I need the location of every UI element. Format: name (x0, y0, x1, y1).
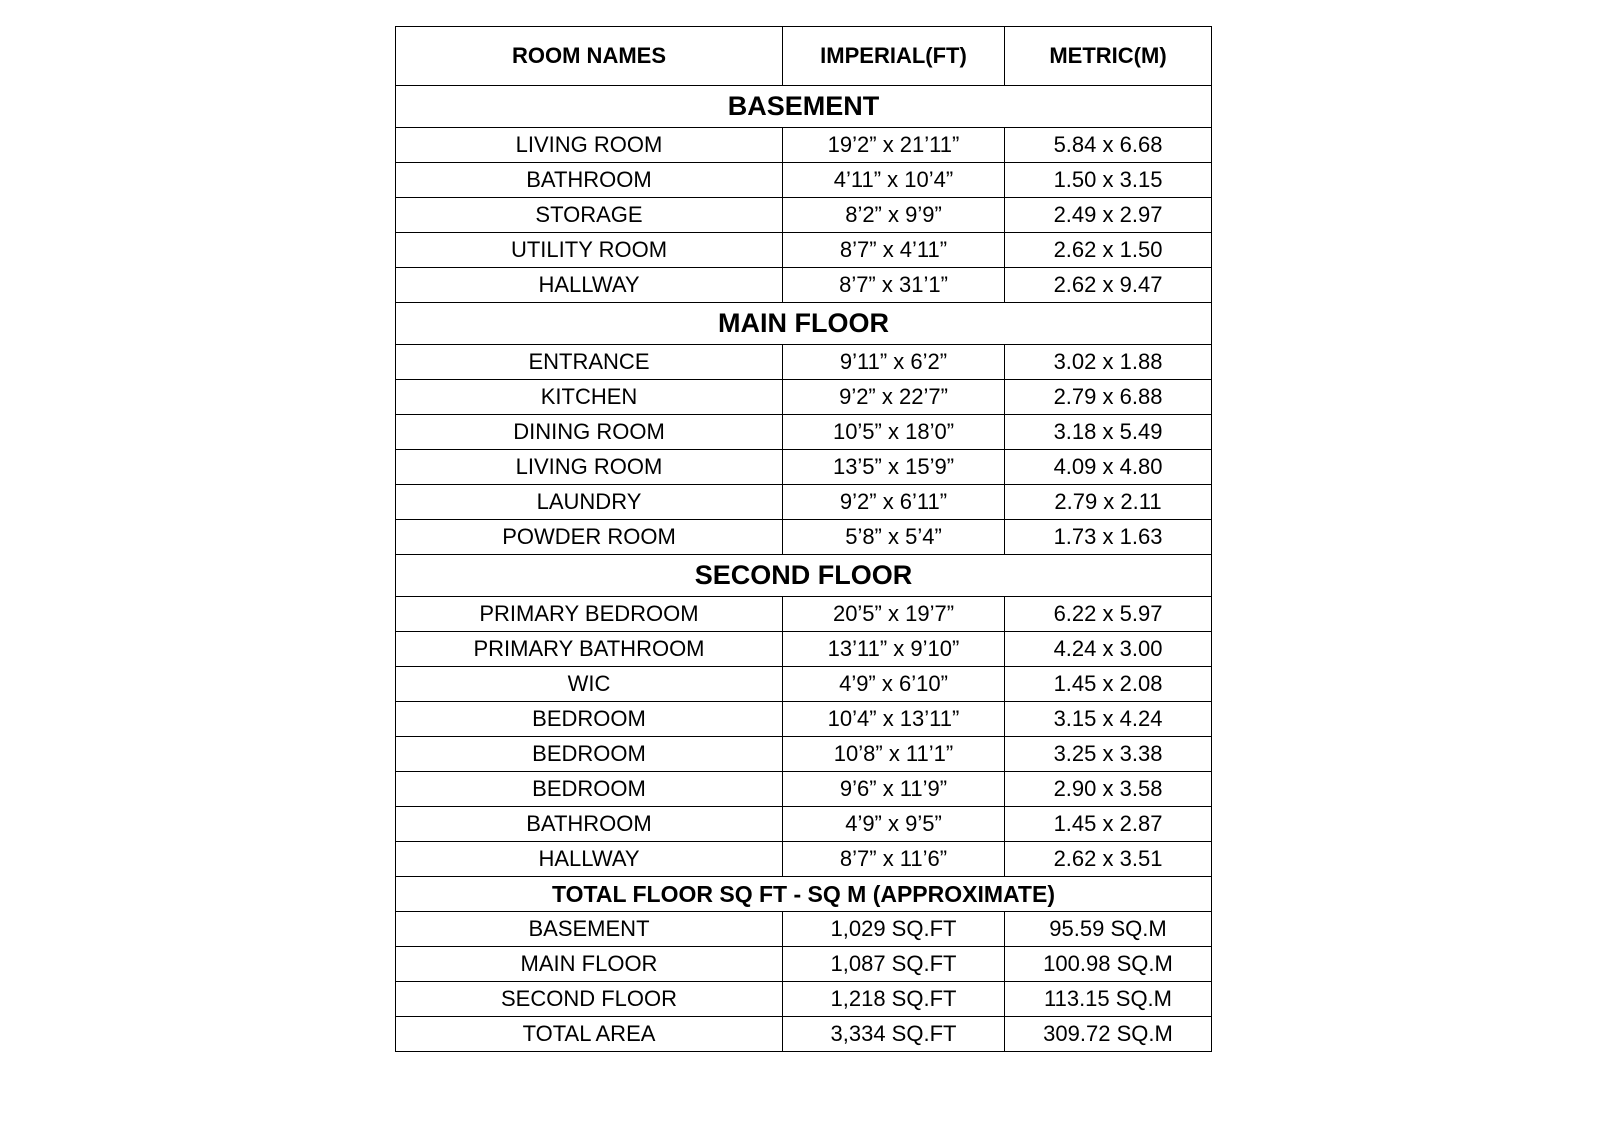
room-name-cell: SECOND FLOOR (396, 982, 783, 1017)
table-row (396, 807, 1212, 842)
metric-cell: 2.79 x 6.88 (1005, 380, 1212, 415)
metric-cell: 3.18 x 5.49 (1005, 415, 1212, 450)
room-name-cell: DINING ROOM (396, 415, 783, 450)
room-name-cell: UTILITY ROOM (396, 233, 783, 268)
section-title: SECOND FLOOR (396, 555, 1212, 597)
imperial-cell: 19’2” x 21’11” (783, 128, 1005, 163)
room-name-cell: MAIN FLOOR (396, 947, 783, 982)
table-row (396, 842, 1212, 877)
section-row (396, 877, 1212, 912)
room-name-cell: WIC (396, 667, 783, 702)
room-name-cell: KITCHEN (396, 380, 783, 415)
table-row (396, 345, 1212, 380)
metric-cell: 2.62 x 9.47 (1005, 268, 1212, 303)
table-row (396, 632, 1212, 667)
metric-cell: 309.72 SQ.M (1005, 1017, 1212, 1052)
metric-cell: 1.45 x 2.87 (1005, 807, 1212, 842)
table-row (396, 772, 1212, 807)
room-name-cell: BASEMENT (396, 912, 783, 947)
imperial-cell: 20’5” x 19’7” (783, 597, 1005, 632)
section-row (396, 555, 1212, 597)
table-row (396, 702, 1212, 737)
imperial-cell: 8’7” x 11’6” (783, 842, 1005, 877)
header-room-names: ROOM NAMES (396, 27, 783, 86)
imperial-cell: 10’8” x 11’1” (783, 737, 1005, 772)
metric-cell: 2.49 x 2.97 (1005, 198, 1212, 233)
metric-cell: 1.45 x 2.08 (1005, 667, 1212, 702)
imperial-cell: 13’5” x 15’9” (783, 450, 1005, 485)
imperial-cell: 8’7” x 31’1” (783, 268, 1005, 303)
imperial-cell: 4’9” x 9’5” (783, 807, 1005, 842)
room-name-cell: LAUNDRY (396, 485, 783, 520)
room-name-cell: ENTRANCE (396, 345, 783, 380)
room-name-cell: LIVING ROOM (396, 128, 783, 163)
table-row (396, 163, 1212, 198)
imperial-cell: 4’11” x 10’4” (783, 163, 1005, 198)
metric-cell: 5.84 x 6.68 (1005, 128, 1212, 163)
metric-cell: 2.79 x 2.11 (1005, 485, 1212, 520)
table-row (396, 912, 1212, 947)
table-row (396, 1017, 1212, 1052)
metric-cell: 3.25 x 3.38 (1005, 737, 1212, 772)
table-row (396, 233, 1212, 268)
metric-cell: 100.98 SQ.M (1005, 947, 1212, 982)
table-row (396, 982, 1212, 1017)
room-name-cell: LIVING ROOM (396, 450, 783, 485)
metric-cell: 113.15 SQ.M (1005, 982, 1212, 1017)
imperial-cell: 1,087 SQ.FT (783, 947, 1005, 982)
table-row (396, 737, 1212, 772)
room-name-cell: STORAGE (396, 198, 783, 233)
imperial-cell: 10’4” x 13’11” (783, 702, 1005, 737)
table-row (396, 520, 1212, 555)
room-name-cell: BATHROOM (396, 163, 783, 198)
metric-cell: 1.50 x 3.15 (1005, 163, 1212, 198)
room-name-cell: BATHROOM (396, 807, 783, 842)
table-row (396, 198, 1212, 233)
imperial-cell: 4’9” x 6’10” (783, 667, 1005, 702)
room-name-cell: BEDROOM (396, 737, 783, 772)
imperial-cell: 8’7” x 4’11” (783, 233, 1005, 268)
metric-cell: 4.24 x 3.00 (1005, 632, 1212, 667)
metric-cell: 95.59 SQ.M (1005, 912, 1212, 947)
table-row (396, 380, 1212, 415)
room-name-cell: PRIMARY BEDROOM (396, 597, 783, 632)
table-body (396, 86, 1212, 1052)
metric-cell: 3.15 x 4.24 (1005, 702, 1212, 737)
room-name-cell: PRIMARY BATHROOM (396, 632, 783, 667)
imperial-cell: 1,218 SQ.FT (783, 982, 1005, 1017)
imperial-cell: 9’11” x 6’2” (783, 345, 1005, 380)
table-row (396, 415, 1212, 450)
room-name-cell: HALLWAY (396, 268, 783, 303)
section-title: TOTAL FLOOR SQ FT - SQ M (APPROXIMATE) (396, 877, 1212, 912)
section-row (396, 86, 1212, 128)
room-name-cell: POWDER ROOM (396, 520, 783, 555)
imperial-cell: 9’2” x 6’11” (783, 485, 1005, 520)
section-title: BASEMENT (396, 86, 1212, 128)
table-row (396, 667, 1212, 702)
imperial-cell: 3,334 SQ.FT (783, 1017, 1005, 1052)
metric-cell: 2.90 x 3.58 (1005, 772, 1212, 807)
room-name-cell: BEDROOM (396, 772, 783, 807)
table-row (396, 268, 1212, 303)
table-row (396, 450, 1212, 485)
table-row (396, 128, 1212, 163)
table-row (396, 947, 1212, 982)
imperial-cell: 9’2” x 22’7” (783, 380, 1005, 415)
imperial-cell: 5’8” x 5’4” (783, 520, 1005, 555)
room-name-cell: HALLWAY (396, 842, 783, 877)
imperial-cell: 13’11” x 9’10” (783, 632, 1005, 667)
room-name-cell: TOTAL AREA (396, 1017, 783, 1052)
table-row (396, 485, 1212, 520)
imperial-cell: 9’6” x 11’9” (783, 772, 1005, 807)
imperial-cell: 1,029 SQ.FT (783, 912, 1005, 947)
metric-cell: 3.02 x 1.88 (1005, 345, 1212, 380)
metric-cell: 2.62 x 1.50 (1005, 233, 1212, 268)
metric-cell: 4.09 x 4.80 (1005, 450, 1212, 485)
imperial-cell: 8’2” x 9’9” (783, 198, 1005, 233)
section-row (396, 303, 1212, 345)
room-dimensions-table (395, 26, 1212, 1052)
section-title: MAIN FLOOR (396, 303, 1212, 345)
imperial-cell: 10’5” x 18’0” (783, 415, 1005, 450)
header-metric: METRIC(M) (1005, 27, 1212, 86)
table-header-row (396, 27, 1212, 86)
header-imperial: IMPERIAL(FT) (783, 27, 1005, 86)
metric-cell: 6.22 x 5.97 (1005, 597, 1212, 632)
metric-cell: 2.62 x 3.51 (1005, 842, 1212, 877)
table-row (396, 597, 1212, 632)
room-name-cell: BEDROOM (396, 702, 783, 737)
metric-cell: 1.73 x 1.63 (1005, 520, 1212, 555)
